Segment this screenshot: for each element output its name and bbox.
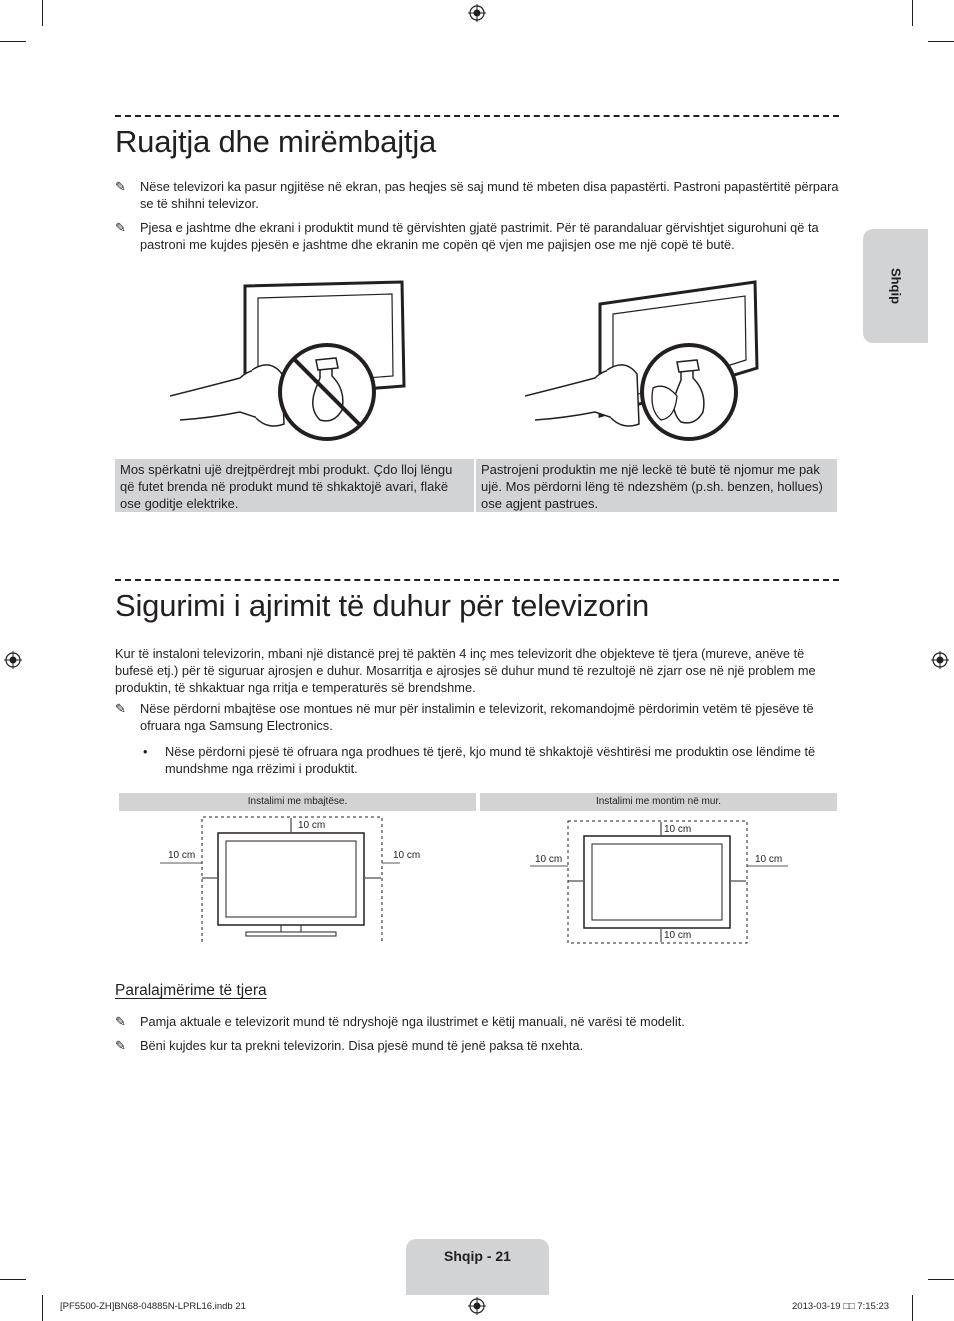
footer-file-info: [PF5500-ZH]BN68-04885N-LPRL16.indb 21 bbox=[60, 1301, 246, 1312]
section-divider bbox=[115, 115, 839, 117]
wall-dim-right: 10 cm bbox=[755, 854, 783, 865]
wall-dim-top: 10 cm bbox=[664, 824, 692, 835]
stand-clearance-diagram bbox=[160, 815, 400, 945]
section-divider bbox=[115, 579, 839, 581]
crop-mark bbox=[42, 0, 43, 26]
note-item bbox=[115, 219, 840, 253]
note-text: Pamja aktuale e televizorit mund të ndryshojë nga ilustrimet e këtij manuali, në varësi të modelit. bbox=[140, 1014, 685, 1029]
bullet-text: Nëse përdorni pjesë të ofruara nga prodhues të tjerë, kjo mund të shkaktojë vështirësi me produktin ose lëndime të mundshme nga rrëzimi i produktit. bbox=[165, 744, 816, 776]
footer-timestamp: 2013-03-19 □□ 7:15:23 bbox=[792, 1301, 890, 1312]
section-title-care: Ruajtja dhe mirëmbajtja bbox=[115, 124, 437, 159]
install-wall-header: Instalimi me montim në mur. bbox=[480, 793, 837, 811]
illustration-soft-cloth bbox=[525, 278, 765, 446]
crop-mark bbox=[912, 1295, 913, 1321]
section-title-ventilation: Sigurimi i ajrimit të duhur për televizorin bbox=[115, 588, 650, 623]
page-number-tab: Shqip - 21 bbox=[406, 1239, 549, 1295]
stand-dim-top: 10 cm bbox=[298, 820, 326, 831]
note-item bbox=[115, 1037, 840, 1054]
note-text: Nëse televizori ka pasur ngjitëse në ekran, pas heqjes së saj mund të mbeten disa papastërti. Pastroni papastërtitë përpara se të shihni televizor. bbox=[140, 179, 839, 211]
stand-dim-left: 10 cm bbox=[168, 850, 196, 861]
note-text: Pjesa e jashtme dhe ekrani i produktit mund të gërvishten gjatë pastrimit. Për të parandaluar gërvishtjet sigurohuni që ta pastroni me kujdes pjesën e jashtme dhe ekranin me copën që vjen me pajisjen ose me një copë të butë. bbox=[140, 220, 819, 252]
note-text: Nëse përdorni mbajtëse ose montues në mur për instalimin e televizorit, rekomandojmë përdorimin vetëm të pjesëve të ofruara nga Samsung Electronics. bbox=[140, 701, 814, 733]
crop-mark bbox=[42, 1295, 43, 1321]
pencil-note-icon: ✎ bbox=[115, 1014, 126, 1029]
wall-clearance-diagram bbox=[530, 818, 790, 946]
language-side-tab bbox=[863, 229, 928, 343]
illustration-no-spray bbox=[170, 278, 410, 446]
registration-mark-icon bbox=[468, 4, 486, 22]
crop-mark bbox=[0, 41, 26, 42]
subsection-title: Paralajmërime të tjera bbox=[115, 982, 267, 999]
note-item bbox=[115, 178, 840, 212]
registration-mark-icon bbox=[468, 1297, 486, 1315]
wall-dim-bottom: 10 cm bbox=[664, 930, 692, 941]
pencil-note-icon: ✎ bbox=[115, 220, 126, 235]
language-tab-label: Shqip bbox=[888, 267, 903, 305]
caption-soft-cloth: Pastrojeni produktin me një leckë të butë të njomur me pak ujë. Mos përdorni lëng të ndezshëm (p.sh. benzen, hollues) ose agjent pastrues. bbox=[476, 459, 837, 512]
bullet-item bbox=[143, 743, 840, 777]
pencil-note-icon: ✎ bbox=[115, 179, 126, 194]
crop-mark bbox=[928, 41, 954, 42]
bullet-dot: • bbox=[143, 744, 148, 759]
note-item bbox=[115, 700, 840, 734]
install-stand-header: Instalimi me mbajtëse. bbox=[119, 793, 476, 811]
registration-mark-icon bbox=[4, 651, 22, 669]
crop-mark bbox=[928, 1279, 954, 1280]
note-text: Bëni kujdes kur ta prekni televizorin. Disa pjesë mund të jenë paksa të nxehta. bbox=[140, 1038, 584, 1053]
wall-dim-left: 10 cm bbox=[535, 854, 563, 865]
pencil-note-icon: ✎ bbox=[115, 1038, 126, 1053]
ventilation-intro: Kur të instaloni televizorin, mbani një distancë prej të paktën 4 inç mes televizorit dhe objekteve të tjera (mureve, anëve të bufesë etj.) për të siguruar ajrosjen e duhur. Mosarritja e ajrosjes së duhur mund të rezultojë në zjarr ose në një problem me produktin, të shkaktuar nga rritja e temperaturës së brendshme. bbox=[115, 646, 816, 695]
pencil-note-icon: ✎ bbox=[115, 701, 126, 716]
crop-mark bbox=[912, 0, 913, 26]
stand-dim-right: 10 cm bbox=[393, 850, 421, 861]
crop-mark bbox=[0, 1279, 26, 1280]
registration-mark-icon bbox=[931, 651, 949, 669]
caption-no-spray: Mos spërkatni ujë drejtpërdrejt mbi produkt. Çdo lloj lëngu që futet brenda në produkt mund të shkaktojë avari, flakë ose goditje elektrike. bbox=[115, 459, 474, 512]
note-item bbox=[115, 1013, 840, 1030]
